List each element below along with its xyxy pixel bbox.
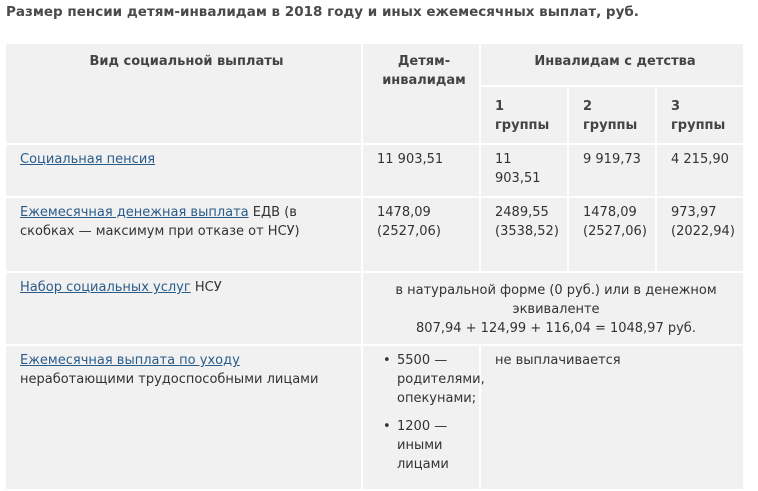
monthly-cash-payment-link[interactable]: Ежемесячная денежная выплата: [20, 205, 249, 220]
group3-value: 973,97 (2022,94): [656, 197, 744, 272]
group2-value: 1478,09 (2527,06): [568, 197, 656, 272]
header-row: [5, 43, 744, 86]
payment-type-suffix: НСУ: [190, 280, 222, 295]
payment-type-suffix: ЕДВ (в скобках — максимум при отказе от НСУ): [20, 205, 300, 239]
payment-type-suffix: неработающими трудоспособными лицами: [20, 372, 319, 387]
pension-table: [4, 42, 745, 491]
payment-type-cell: [5, 345, 362, 490]
table-caption: Размер пенсии детям-инвалидам в 2018 году и иных ежемесячных выплат, руб.: [6, 4, 639, 20]
table-row: [5, 144, 744, 197]
table-row: [5, 197, 744, 272]
social-pension-link[interactable]: Социальная пенсия: [20, 152, 156, 167]
table-row: [5, 345, 744, 490]
payment-type-cell: [5, 144, 362, 197]
group3-value: 4 215,90: [656, 144, 744, 197]
children-value: 1478,09 (2527,06): [362, 197, 480, 272]
care-payment-list: [377, 351, 485, 474]
group1-value: 11 903,51: [480, 144, 568, 197]
care-payment-link[interactable]: Ежемесячная выплата по уходу: [20, 353, 240, 368]
header-children: Детям-инвалидам: [362, 43, 480, 144]
header-group-2: 2 группы: [568, 86, 656, 144]
payment-type-cell: [5, 272, 362, 345]
header-group-1: 1 группы: [480, 86, 568, 144]
group2-value: 9 919,73: [568, 144, 656, 197]
list-item: • 1200 — иными лицами: [383, 417, 471, 474]
care-payment-amounts: [362, 345, 485, 490]
social-services-set-link[interactable]: Набор социальных услуг: [20, 280, 191, 295]
children-value: 11 903,51: [362, 144, 480, 197]
header-payment-type: Вид социальной выплаты: [5, 43, 362, 144]
header-disabled-since-childhood: Инвалидам с детства: [480, 43, 744, 86]
group1-value: 2489,55 (3538,52): [480, 197, 568, 272]
payment-type-cell: [5, 197, 362, 272]
not-paid-value: не выплачивается: [480, 345, 744, 490]
list-item: • 5500 — родителями, опекунами;: [383, 351, 471, 408]
social-services-value: [362, 272, 744, 345]
table-row: [5, 272, 744, 345]
social-services-form: в натуральной форме (0 руб.) или в денежном эквиваленте: [395, 283, 717, 317]
header-group-3: 3 группы: [656, 86, 744, 144]
social-services-sum: 807,94 + 124,99 + 116,04 = 1048,97 руб.: [416, 321, 696, 336]
